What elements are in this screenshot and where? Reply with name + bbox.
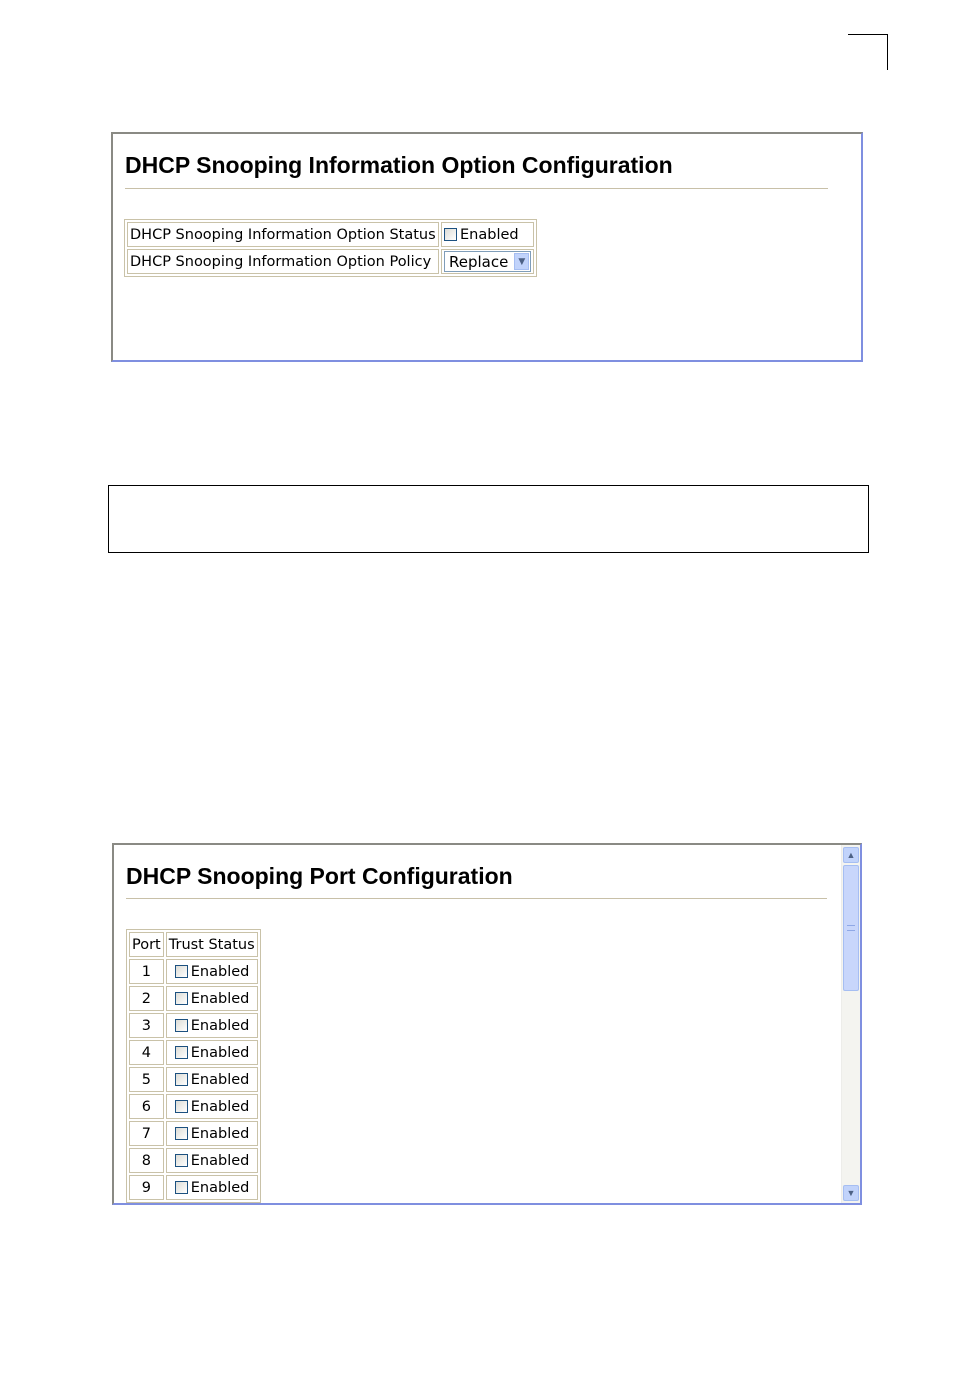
- trust-checkbox[interactable]: [175, 1073, 188, 1086]
- trust-checkbox-label: Enabled: [190, 990, 250, 1007]
- trust-checkbox[interactable]: [175, 1154, 188, 1167]
- port-number: 7: [129, 1121, 164, 1146]
- table-row: [129, 959, 258, 984]
- trust-cell: [166, 959, 258, 984]
- port-number: 1: [129, 959, 164, 984]
- table-row: [129, 1040, 258, 1065]
- trust-checkbox-label: Enabled: [190, 1044, 250, 1061]
- chevron-down-icon[interactable]: ▼: [514, 253, 529, 270]
- chevron-up-icon[interactable]: ▲: [843, 847, 859, 863]
- trust-cell: [166, 1040, 258, 1065]
- trust-cell: [166, 1094, 258, 1119]
- page-corner-mark: [848, 34, 888, 70]
- option-status-cell: [441, 222, 534, 247]
- note-box: [108, 485, 869, 553]
- option-policy-cell: [441, 249, 534, 274]
- table-row: [129, 1148, 258, 1173]
- port-table: [126, 929, 261, 1203]
- option-policy-row: [127, 249, 534, 274]
- port-number: 3: [129, 1013, 164, 1038]
- title-divider: [125, 188, 828, 189]
- chevron-down-icon[interactable]: ▼: [843, 1185, 859, 1201]
- column-header-trust-status: Trust Status: [166, 932, 258, 957]
- trust-checkbox-label: Enabled: [190, 1071, 250, 1088]
- table-row: [129, 1094, 258, 1119]
- trust-checkbox[interactable]: [175, 1046, 188, 1059]
- option-status-label: DHCP Snooping Information Option Status: [127, 222, 439, 247]
- trust-cell: [166, 1121, 258, 1146]
- table-row: [129, 986, 258, 1011]
- port-number: 2: [129, 986, 164, 1011]
- table-row: [129, 1121, 258, 1146]
- option-policy-select[interactable]: [444, 251, 531, 272]
- trust-checkbox[interactable]: [175, 965, 188, 978]
- table-row: [129, 1067, 258, 1092]
- trust-cell: [166, 1148, 258, 1173]
- page-title: DHCP Snooping Port Configuration: [126, 863, 513, 889]
- option-table: [124, 219, 537, 277]
- trust-cell: [166, 1067, 258, 1092]
- port-number: 9: [129, 1175, 164, 1200]
- column-header-port: Port: [129, 932, 164, 957]
- trust-checkbox[interactable]: [175, 1127, 188, 1140]
- trust-checkbox[interactable]: [175, 992, 188, 1005]
- option-policy-label: DHCP Snooping Information Option Policy: [127, 249, 439, 274]
- port-number: 8: [129, 1148, 164, 1173]
- scrollbar-thumb[interactable]: [843, 865, 859, 991]
- port-config-panel: [112, 843, 862, 1205]
- table-row: [129, 1175, 258, 1200]
- option-status-row: [127, 222, 534, 247]
- trust-checkbox[interactable]: [175, 1181, 188, 1194]
- port-number: 4: [129, 1040, 164, 1065]
- trust-checkbox-label: Enabled: [190, 1179, 250, 1196]
- port-number: 5: [129, 1067, 164, 1092]
- trust-checkbox-label: Enabled: [190, 1017, 250, 1034]
- page-title: DHCP Snooping Information Option Configuration: [125, 152, 673, 178]
- trust-checkbox-label: Enabled: [190, 1152, 250, 1169]
- trust-checkbox[interactable]: [175, 1019, 188, 1032]
- table-row: [129, 1013, 258, 1038]
- trust-cell: [166, 1013, 258, 1038]
- trust-cell: [166, 1175, 258, 1200]
- table-header-row: [129, 932, 258, 957]
- vertical-scrollbar[interactable]: [841, 845, 860, 1203]
- option-config-panel: [111, 132, 863, 362]
- trust-checkbox[interactable]: [175, 1100, 188, 1113]
- option-status-checkbox-label: Enabled: [460, 226, 519, 243]
- grip-icon: [847, 925, 855, 931]
- trust-checkbox-label: Enabled: [190, 1098, 250, 1115]
- option-policy-selected-value: Replace: [449, 252, 509, 271]
- port-number: 6: [129, 1094, 164, 1119]
- trust-checkbox-label: Enabled: [190, 963, 250, 980]
- trust-checkbox-label: Enabled: [190, 1125, 250, 1142]
- option-status-checkbox[interactable]: [444, 228, 457, 241]
- title-divider: [126, 898, 827, 899]
- trust-cell: [166, 986, 258, 1011]
